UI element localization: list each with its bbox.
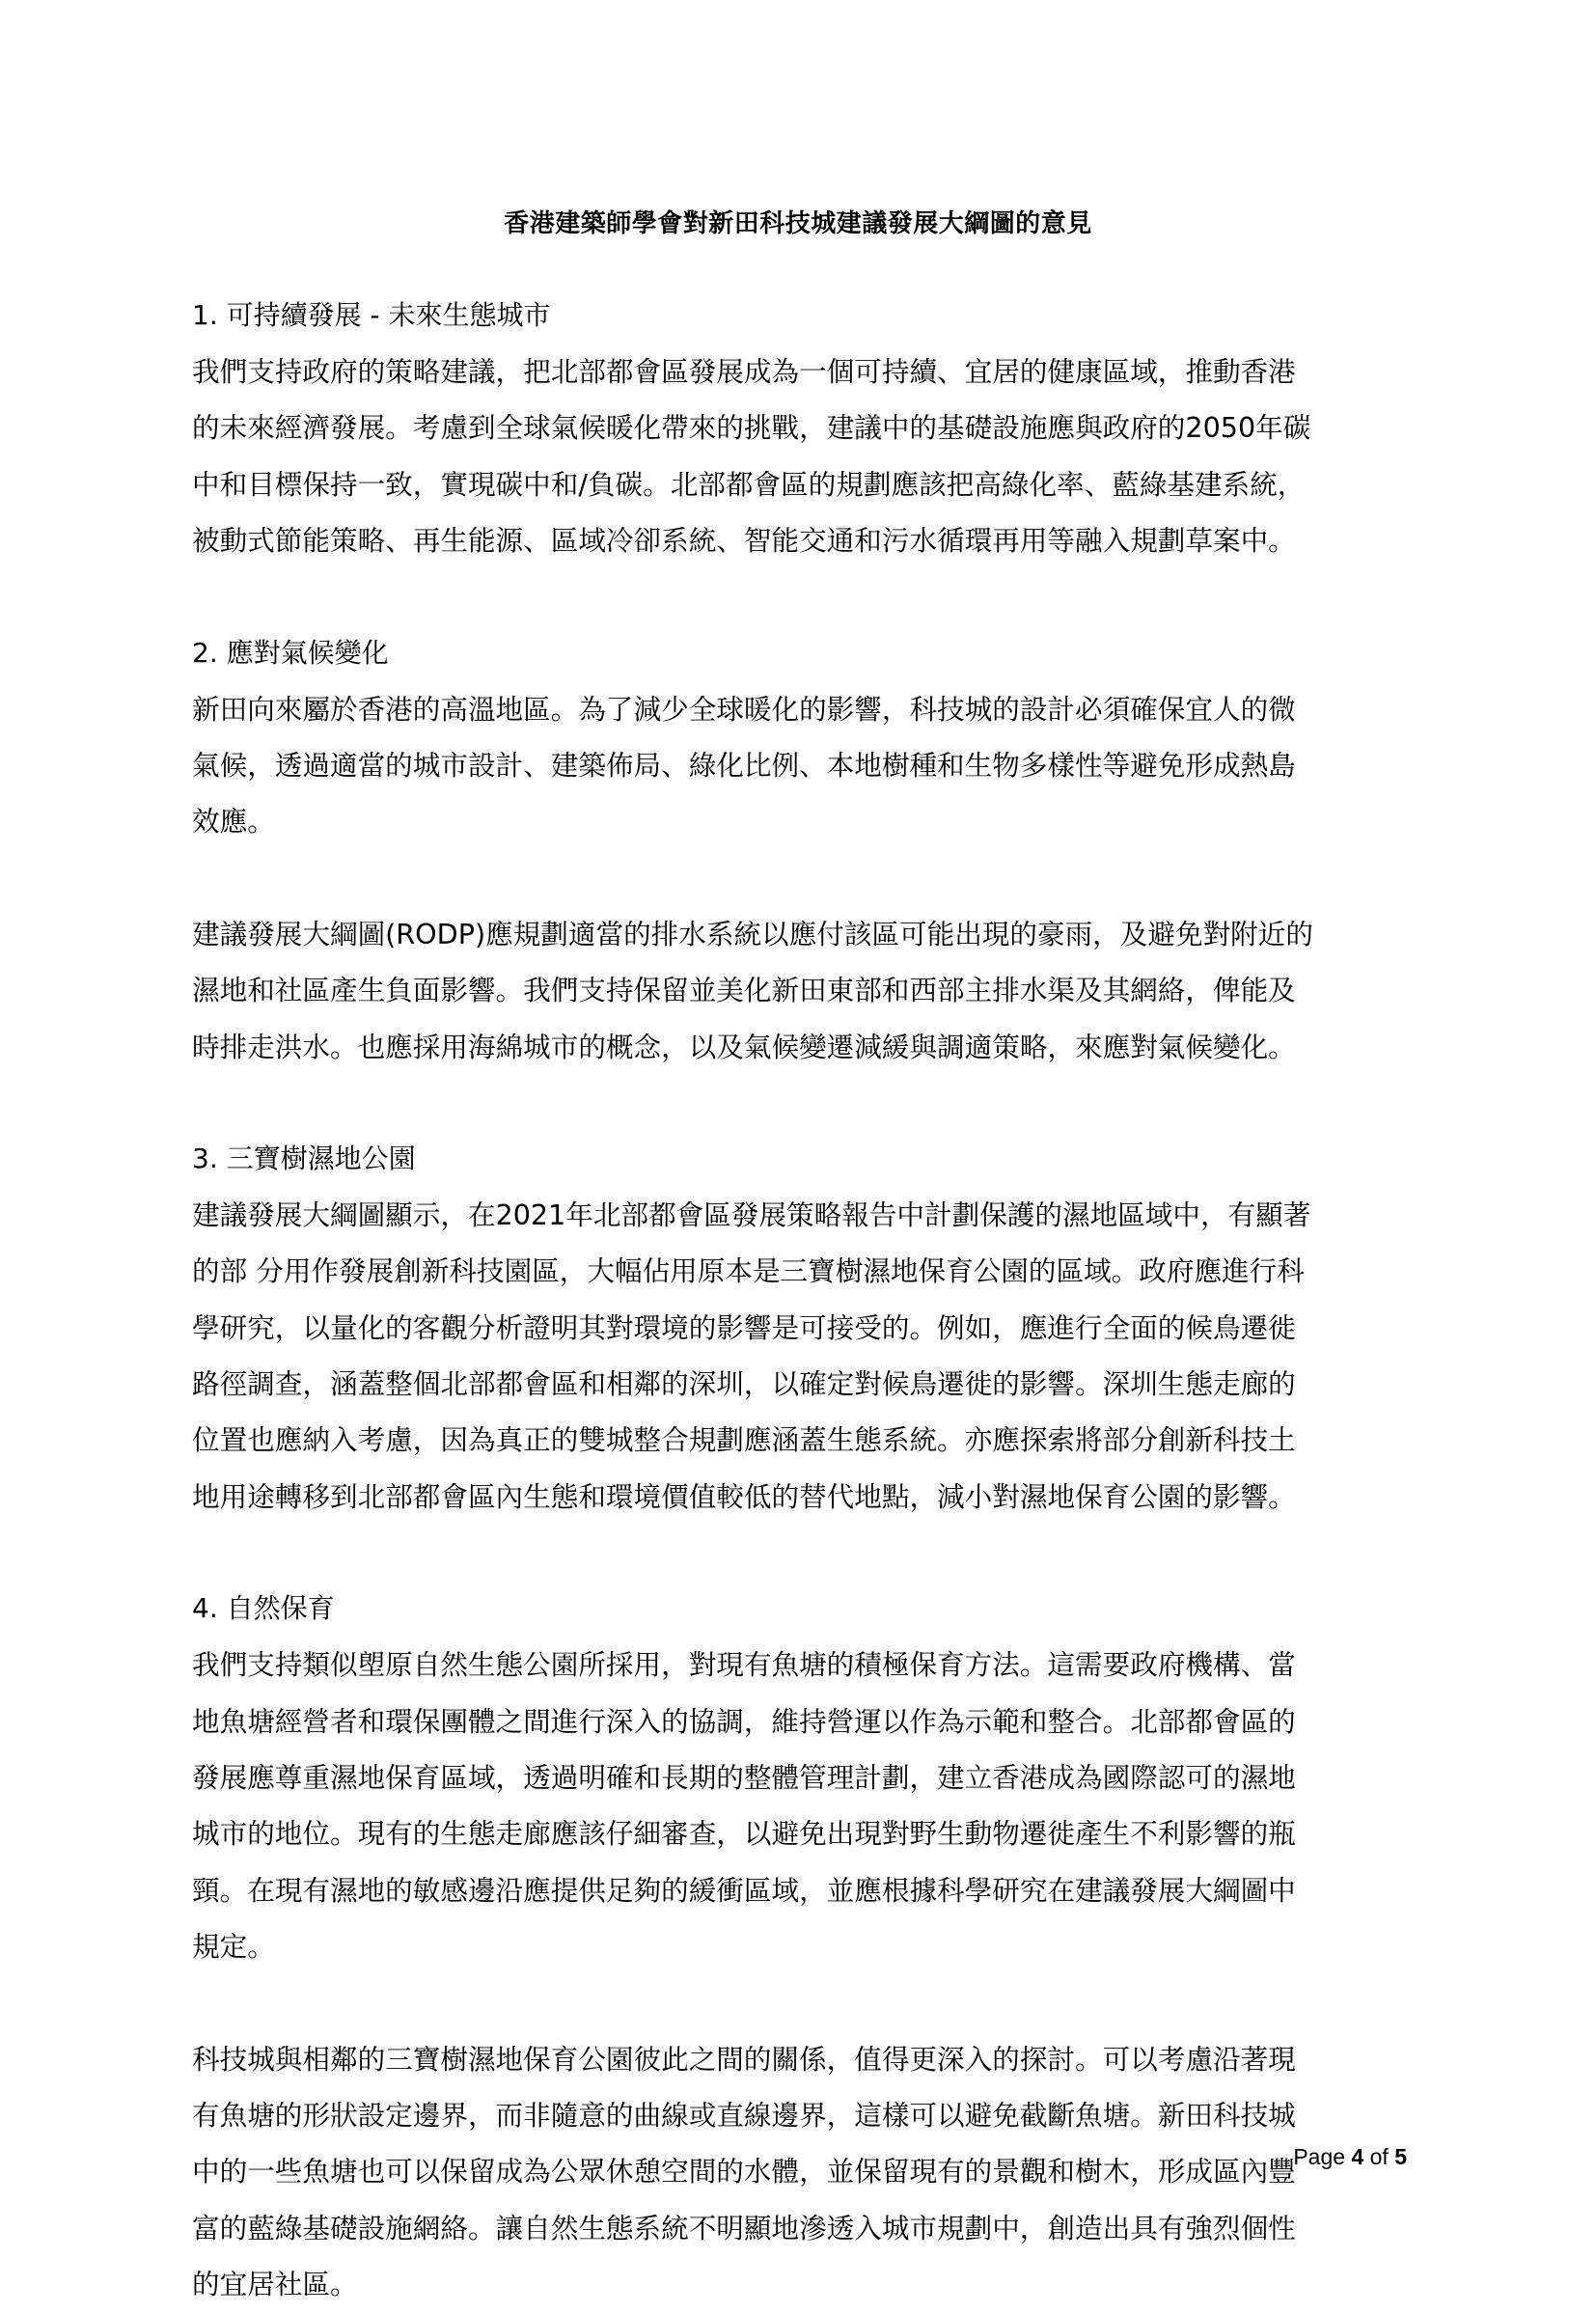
section-gap xyxy=(192,1525,1404,1581)
text-line: 位置也應納入考慮，因為真正的雙城整合規劃應涵蓋生態系統。亦應探索將部分創新科技土 xyxy=(192,1423,1296,1457)
section-heading: 4. 自然保育 xyxy=(192,1592,335,1625)
text-line: 我們支持類似塱原自然生態公園所採用，對現有魚塘的積極保育方法。這需要政府機構、當 xyxy=(192,1648,1296,1682)
paragraph-gap xyxy=(192,850,1404,906)
text-line: 富的藍綠基礎設施網絡。讓自然生態系統不明顯地滲透入城市規劃中，創造出具有強烈個性 xyxy=(192,2211,1296,2244)
text-line: 氣候，透過適當的城市設計、建築佈局、綠化比例、本地樹種和生物多樣性等避免形成熱島 xyxy=(192,748,1296,782)
text-line: 建議發展大綱圖顯示，在2021年北部都會區發展策略報告中計劃保護的濕地區域中，有顯著 xyxy=(192,1198,1311,1231)
text-line: 效應。 xyxy=(192,805,275,839)
page-label: Page xyxy=(1293,2144,1352,2169)
paragraph xyxy=(192,681,1404,850)
text-line: 城市的地位。現有的生態走廊應該仔細審查，以避免出現對野生動物遷徙產生不利影響的瓶 xyxy=(192,1817,1296,1851)
section-heading: 2. 應對氣候變化 xyxy=(192,636,389,669)
page-number xyxy=(1293,2142,1407,2171)
paragraph xyxy=(192,906,1404,1075)
text-line: 的宜居社區。 xyxy=(192,2268,358,2301)
document-body xyxy=(192,288,1404,2313)
text-line: 中的一些魚塘也可以保留成為公眾休憩空間的水體，並保留現有的景觀和樹木，形成區內豐 xyxy=(192,2155,1296,2189)
text-line: 頸。在現有濕地的敏感邊沿應提供足夠的緩衝區域，並應根據科學研究在建議發展大綱圖中 xyxy=(192,1873,1296,1907)
paragraph xyxy=(192,2031,1404,2313)
text-line: 的未來經濟發展。考慮到全球氣候暖化帶來的挑戰，建議中的基礎設施應與政府的2050年碳 xyxy=(192,411,1311,445)
text-line: 有魚塘的形狀設定邊界，而非隨意的曲線或直線邊界，這樣可以避免截斷魚塘。新田科技城 xyxy=(192,2098,1296,2132)
section-gap xyxy=(192,569,1404,625)
text-line: 地魚塘經營者和環保團體之間進行深入的協調，維持營運以作為示範和整合。北部都會區的 xyxy=(192,1704,1296,1738)
text-line: 新田向來屬於香港的高溫地區。為了減少全球暖化的影響，科技城的設計必須確保宜人的微 xyxy=(192,692,1296,726)
page-of-label: of xyxy=(1363,2144,1395,2169)
text-line: 我們支持政府的策略建議，把北部都會區發展成為一個可持續、宜居的健康區域，推動香港 xyxy=(192,355,1296,388)
section-heading: 3. 三寶樹濕地公園 xyxy=(192,1142,416,1174)
text-line: 地用途轉移到北部都會區內生態和環境價值較低的替代地點，減小對濕地保育公園的影響。 xyxy=(192,1479,1296,1513)
text-line: 中和目標保持一致，實現碳中和/負碳。北部都會區的規劃應該把高綠化率、藍綠基建系統， xyxy=(192,467,1306,501)
page-total: 5 xyxy=(1394,2144,1407,2169)
paragraph-gap xyxy=(192,1975,1404,2031)
paragraph xyxy=(192,1187,1404,1525)
text-line: 科技城與相鄰的三寶樹濕地保育公園彼此之間的關係，值得更深入的探討。可以考慮沿著現 xyxy=(192,2042,1296,2076)
text-line: 發展應尊重濕地保育區域，透過明確和長期的整體管理計劃，建立香港成為國際認可的濕地 xyxy=(192,1761,1296,1795)
text-line: 濕地和社區產生負面影響。我們支持保留並美化新田東部和西部主排水渠及其網絡，俾能及 xyxy=(192,974,1296,1007)
section-gap xyxy=(192,1075,1404,1131)
page-current: 4 xyxy=(1351,2144,1364,2169)
document-title: 香港建築師學會對新田科技城建議發展大綱圖的意見 xyxy=(504,209,1092,238)
text-line: 時排走洪水。也應採用海綿城市的概念，以及氣候變遷減緩與調適策略，來應對氣候變化。 xyxy=(192,1030,1296,1063)
text-line: 路徑調查，涵蓋整個北部都會區和相鄰的深圳，以確定對候鳥遷徙的影響。深圳生態走廊的 xyxy=(192,1367,1296,1401)
section-heading: 1. 可持續發展 - 未來生態城市 xyxy=(192,299,551,331)
paragraph xyxy=(192,1637,1404,1974)
text-line: 的部 分用作發展創新科技園區，大幅佔用原本是三寶樹濕地保育公園的區域。政府應進行科 xyxy=(192,1254,1305,1288)
text-line: 建議發展大綱圖(RODP)應規劃適當的排水系統以應付該區可能出現的豪雨，及避免對附近的 xyxy=(192,917,1313,950)
text-line: 被動式節能策略、再生能源、區域冷卻系統、智能交通和污水循環再用等融入規劃草案中。 xyxy=(192,524,1296,558)
paragraph xyxy=(192,344,1404,569)
text-line: 規定。 xyxy=(192,1930,275,1964)
text-line: 學研究，以量化的客觀分析證明其對環境的影響是可接受的。例如，應進行全面的候鳥遷徙 xyxy=(192,1310,1296,1344)
